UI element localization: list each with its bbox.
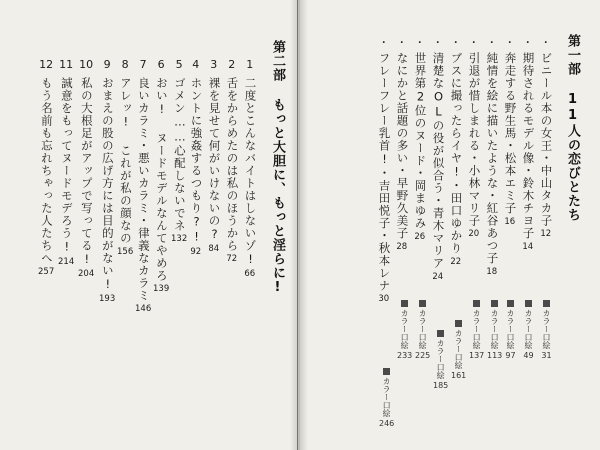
color-plate-icon bbox=[419, 300, 426, 307]
item-number: 7 bbox=[139, 58, 147, 71]
color-plate-tag: カラー口絵 49 bbox=[523, 300, 534, 361]
toc-item-1-3: ・ 奔走する野生馬・松本エミ子 16 bbox=[503, 38, 518, 227]
item-title: ビニール本の女王・中山タカ子 bbox=[539, 52, 554, 227]
toc-item-2-7 bbox=[135, 58, 151, 314]
toc-item-1-2: ・ 期待されるモデル像・鈴木チヨ子 14 bbox=[521, 38, 536, 252]
color-plate-tag: カラー口絵 113 bbox=[487, 300, 502, 361]
color-plate-tag: カラー口絵 137 bbox=[469, 300, 484, 361]
color-plate-icon bbox=[491, 300, 498, 307]
color-plate-tag: カラー口絵 185 bbox=[433, 330, 448, 391]
toc-item-2-4 bbox=[189, 58, 203, 257]
item-title: 清楚なOLの役が似合う・青木マリア bbox=[431, 52, 446, 270]
color-plate-icon bbox=[507, 300, 514, 307]
item-page: 204 bbox=[78, 269, 95, 279]
item-title: 奔走する野生馬・松本エミ子 bbox=[503, 52, 518, 215]
item-title: 期待されるモデル像・鈴木チヨ子 bbox=[521, 52, 536, 240]
toc-item-2-10 bbox=[78, 58, 94, 279]
item-title: ゴメン……心配しないでネ bbox=[172, 77, 187, 232]
item-number: 12 bbox=[39, 58, 54, 71]
item-number: 8 bbox=[121, 58, 129, 71]
item-page: 84 bbox=[208, 244, 220, 254]
item-number: 3 bbox=[210, 58, 218, 71]
toc-item-1-6: ・ ブスに撮ったらイヤ!・田口ゆかり 22 bbox=[449, 38, 464, 267]
item-title: もう名前も忘れちゃった人たちへ bbox=[39, 77, 54, 265]
item-title: アレッ! これが私の顔なの bbox=[118, 77, 133, 245]
book-gutter bbox=[290, 0, 308, 450]
toc-item-1-7: ・ 清楚なOLの役が似合う・青木マリア 24 bbox=[431, 38, 446, 282]
color-plate-tag: カラー口絵 225 bbox=[415, 300, 430, 361]
toc-item-2-5 bbox=[171, 58, 187, 244]
item-title: 世界第2位のヌード・岡まゆみ bbox=[413, 52, 428, 230]
item-number: 11 bbox=[59, 58, 74, 71]
toc-item-1-10: ・ フレーフレー乳首!・吉田悦子・秋本レナ 30 bbox=[377, 38, 392, 304]
item-page: 14 bbox=[522, 241, 534, 252]
item-title: 引退が惜しまれる・小林マリ子 bbox=[467, 52, 482, 227]
color-plate-icon bbox=[473, 300, 480, 307]
item-page: 26 bbox=[414, 231, 426, 242]
item-page: 156 bbox=[117, 246, 134, 257]
item-page: 16 bbox=[504, 216, 516, 227]
item-number: 4 bbox=[192, 58, 200, 71]
item-title: 私の大根足がアップで写ってる! bbox=[79, 77, 94, 267]
item-number: 6 bbox=[157, 58, 165, 71]
toc-item-1-5: ・ 引退が惜しまれる・小林マリ子 20 bbox=[467, 38, 482, 239]
part2-heading: 第二部 もっと大胆に、もっと淫らに! bbox=[270, 40, 285, 296]
part1-heading: 第一部 11人の恋びとたち bbox=[565, 34, 580, 222]
item-number: 9 bbox=[103, 58, 111, 71]
item-title: ブスに撮ったらイヤ!・田口ゆかり bbox=[449, 52, 464, 255]
item-title: 純情を絵に描いたような・紅谷あつ子 bbox=[485, 52, 500, 265]
item-page: 18 bbox=[486, 266, 498, 277]
toc-item-2-8 bbox=[117, 58, 133, 257]
color-plate-tag: カラー口絵 161 bbox=[451, 320, 466, 381]
item-page: 132 bbox=[171, 234, 188, 244]
item-page: 146 bbox=[135, 304, 152, 314]
toc-item-1-1: ・ ビニール本の女王・中山タカ子 12 bbox=[539, 38, 554, 239]
color-plate-icon bbox=[383, 368, 390, 375]
item-page: 30 bbox=[378, 294, 390, 304]
toc-item-2-12 bbox=[38, 58, 54, 277]
item-title: 二度とこんなバイトはしないゾ! bbox=[243, 77, 258, 267]
item-page: 139 bbox=[153, 284, 170, 294]
toc-item-2-9 bbox=[99, 58, 115, 304]
item-title: 誠意をもってヌードモデろう! bbox=[59, 77, 74, 255]
color-plate-icon bbox=[437, 330, 444, 337]
color-plate-tag: カラー口絵 246 bbox=[379, 368, 394, 429]
toc-item-1-8: ・ 世界第2位のヌード・岡まゆみ 26 bbox=[413, 38, 428, 242]
item-number: 2 bbox=[228, 58, 236, 71]
item-title: 良いカラミ・悪いカラミ・律義なカラミ bbox=[136, 77, 151, 302]
item-title: おまえの股の広げ方には目的がない! bbox=[100, 77, 115, 292]
item-title: ホントに強姦するつもり?! bbox=[189, 77, 204, 245]
toc-item-2-6 bbox=[153, 58, 169, 294]
color-plate-icon bbox=[455, 320, 462, 327]
item-title: おい! ヌードモデルなんてやめろ bbox=[154, 77, 169, 282]
item-page: 66 bbox=[244, 269, 256, 279]
color-plate-icon bbox=[401, 300, 408, 307]
item-page: 72 bbox=[226, 254, 238, 264]
item-page: 22 bbox=[450, 256, 462, 267]
toc-item-2-2 bbox=[225, 58, 239, 264]
item-number: 1 bbox=[246, 58, 254, 71]
toc-item-1-4: ・ 純情を絵に描いたような・紅谷あつ子 18 bbox=[485, 38, 500, 277]
item-page: 193 bbox=[99, 294, 116, 304]
item-number: 10 bbox=[79, 58, 94, 71]
item-page: 92 bbox=[190, 246, 202, 257]
toc-item-1-9: ・ なにかと話題の多い・早野久美子 28 bbox=[395, 38, 410, 252]
item-page: 24 bbox=[432, 271, 444, 282]
color-plate-tag: カラー口絵 31 bbox=[541, 300, 552, 361]
item-page: 20 bbox=[468, 229, 480, 239]
color-plate-tag: カラー口絵 97 bbox=[505, 300, 516, 361]
color-plate-tag: カラー口絵 233 bbox=[397, 300, 412, 361]
color-plate-icon bbox=[525, 300, 532, 307]
item-title: なにかと話題の多い・早野久美子 bbox=[395, 52, 410, 240]
item-page: 12 bbox=[540, 229, 552, 239]
item-page: 257 bbox=[38, 266, 55, 277]
toc-item-2-3 bbox=[207, 58, 221, 254]
toc-item-2-1 bbox=[243, 58, 257, 279]
toc-item-2-11 bbox=[58, 58, 74, 267]
item-page: 28 bbox=[396, 241, 408, 252]
color-plate-icon bbox=[543, 300, 550, 307]
item-page: 214 bbox=[58, 256, 75, 267]
item-title: 裸を見せて何がいけないの? bbox=[207, 77, 222, 242]
item-title: フレーフレー乳首!・吉田悦子・秋本レナ bbox=[377, 52, 392, 292]
item-number: 5 bbox=[175, 58, 183, 71]
item-title: 舌をからめたのは私のほうから bbox=[225, 77, 240, 252]
